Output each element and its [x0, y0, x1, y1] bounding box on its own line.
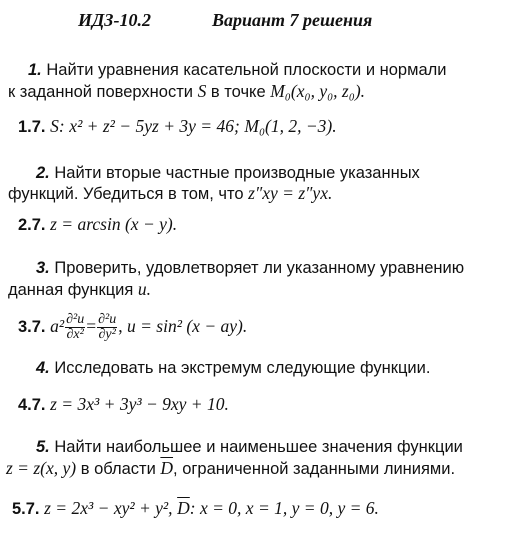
task2-equality: z″xy = z″yx. [248, 183, 333, 203]
task5-number: 5. [36, 438, 50, 456]
task1-text3: в точке [210, 83, 266, 101]
problem1-equation: x² + z² − 5yz + 3y = 46; [69, 116, 240, 136]
task2-number: 2. [36, 164, 50, 182]
task5-text3: , ограниченной заданными линиями. [173, 460, 456, 478]
problem1-line [18, 116, 337, 137]
problem1-point: M₀(1, 2, −3). [244, 116, 337, 136]
task1-line1 [28, 60, 446, 80]
problem4-number: 4.7. [18, 396, 46, 414]
task2-line1 [36, 163, 420, 183]
problem5-bounds: : x = 0, x = 1, y = 0, y = 6. [189, 498, 379, 518]
task1-surface: S [197, 81, 207, 101]
task5-text2: в области [80, 460, 156, 478]
problem1-surface: S: [50, 116, 65, 136]
problem5-number: 5.7. [12, 500, 40, 518]
problem2-line [18, 214, 177, 235]
problem3-lhs-num: ∂²u [66, 312, 85, 328]
task1-text1: Найти уравнения касательной плоскости и нормали [46, 61, 447, 79]
task3-line2 [8, 279, 151, 300]
problem3-lhs-den: ∂x² [66, 327, 84, 343]
task2-text2: функций. Убедиться в том, что [8, 185, 244, 203]
task4-line [36, 358, 430, 378]
problem3-rhs-fraction [97, 313, 117, 342]
task5-line2 [6, 458, 455, 479]
header-variant: Вариант 7 решения [212, 10, 373, 30]
problem3-rhs-num: ∂²u [98, 312, 117, 328]
task5-func: z = z(x, y) [6, 458, 77, 478]
problem3-line: 3.7. a² $\frac{\text{∂²u}}{\text{∂x²}}$ = $\frac{\text{∂²u}}{\text{∂y²}}$ , u = sin² (x − ay). [18, 312, 248, 343]
problem5-domain: $\overline{D}$ [177, 498, 190, 518]
problem1-number: 1.7. [18, 118, 46, 136]
problem2-number: 2.7. [18, 216, 46, 234]
task2-text1: Найти вторые частные производные указанных [54, 164, 420, 182]
task3-func: u. [137, 279, 152, 299]
task1-text2: к заданной поверхности [8, 83, 193, 101]
task5-domain: $\overline{D}$ [160, 458, 174, 478]
problem5-equation: z = 2x³ − xy² + y², [44, 498, 173, 518]
task5-line1 [36, 437, 463, 457]
problem5-line [12, 498, 379, 519]
problem4-equation: z = 3x³ + 3y³ − 9xy + 10. [50, 394, 229, 414]
problem3-number: 3.7. [18, 318, 46, 336]
task4-text: Исследовать на экстремум следующие функции. [54, 359, 431, 377]
header-code: ИДЗ-10.2 [78, 10, 151, 30]
task5-text1: Найти наибольшее и наименьшее значения функции [54, 438, 463, 456]
problem3-func: u = sin² (x − ay). [127, 316, 248, 336]
problem3-coef: a² [50, 316, 65, 336]
task4-number: 4. [36, 359, 50, 377]
task1-point: M₀(x₀, y₀, z₀). [270, 81, 366, 101]
problem3-rhs-den: ∂y² [98, 327, 116, 343]
task1-line2 [8, 81, 365, 102]
problem2-equation: z = arcsin (x − y). [50, 214, 178, 234]
task1-number: 1. [28, 61, 42, 79]
task3-line1 [36, 258, 464, 278]
task3-text2: данная функция [8, 281, 134, 299]
task3-text1: Проверить, удовлетворяет ли указанному уравнению [54, 259, 465, 277]
task3-number: 3. [36, 259, 50, 277]
task2-line2 [8, 183, 332, 204]
problem3-lhs-fraction [65, 313, 85, 342]
problem4-line [18, 394, 229, 415]
